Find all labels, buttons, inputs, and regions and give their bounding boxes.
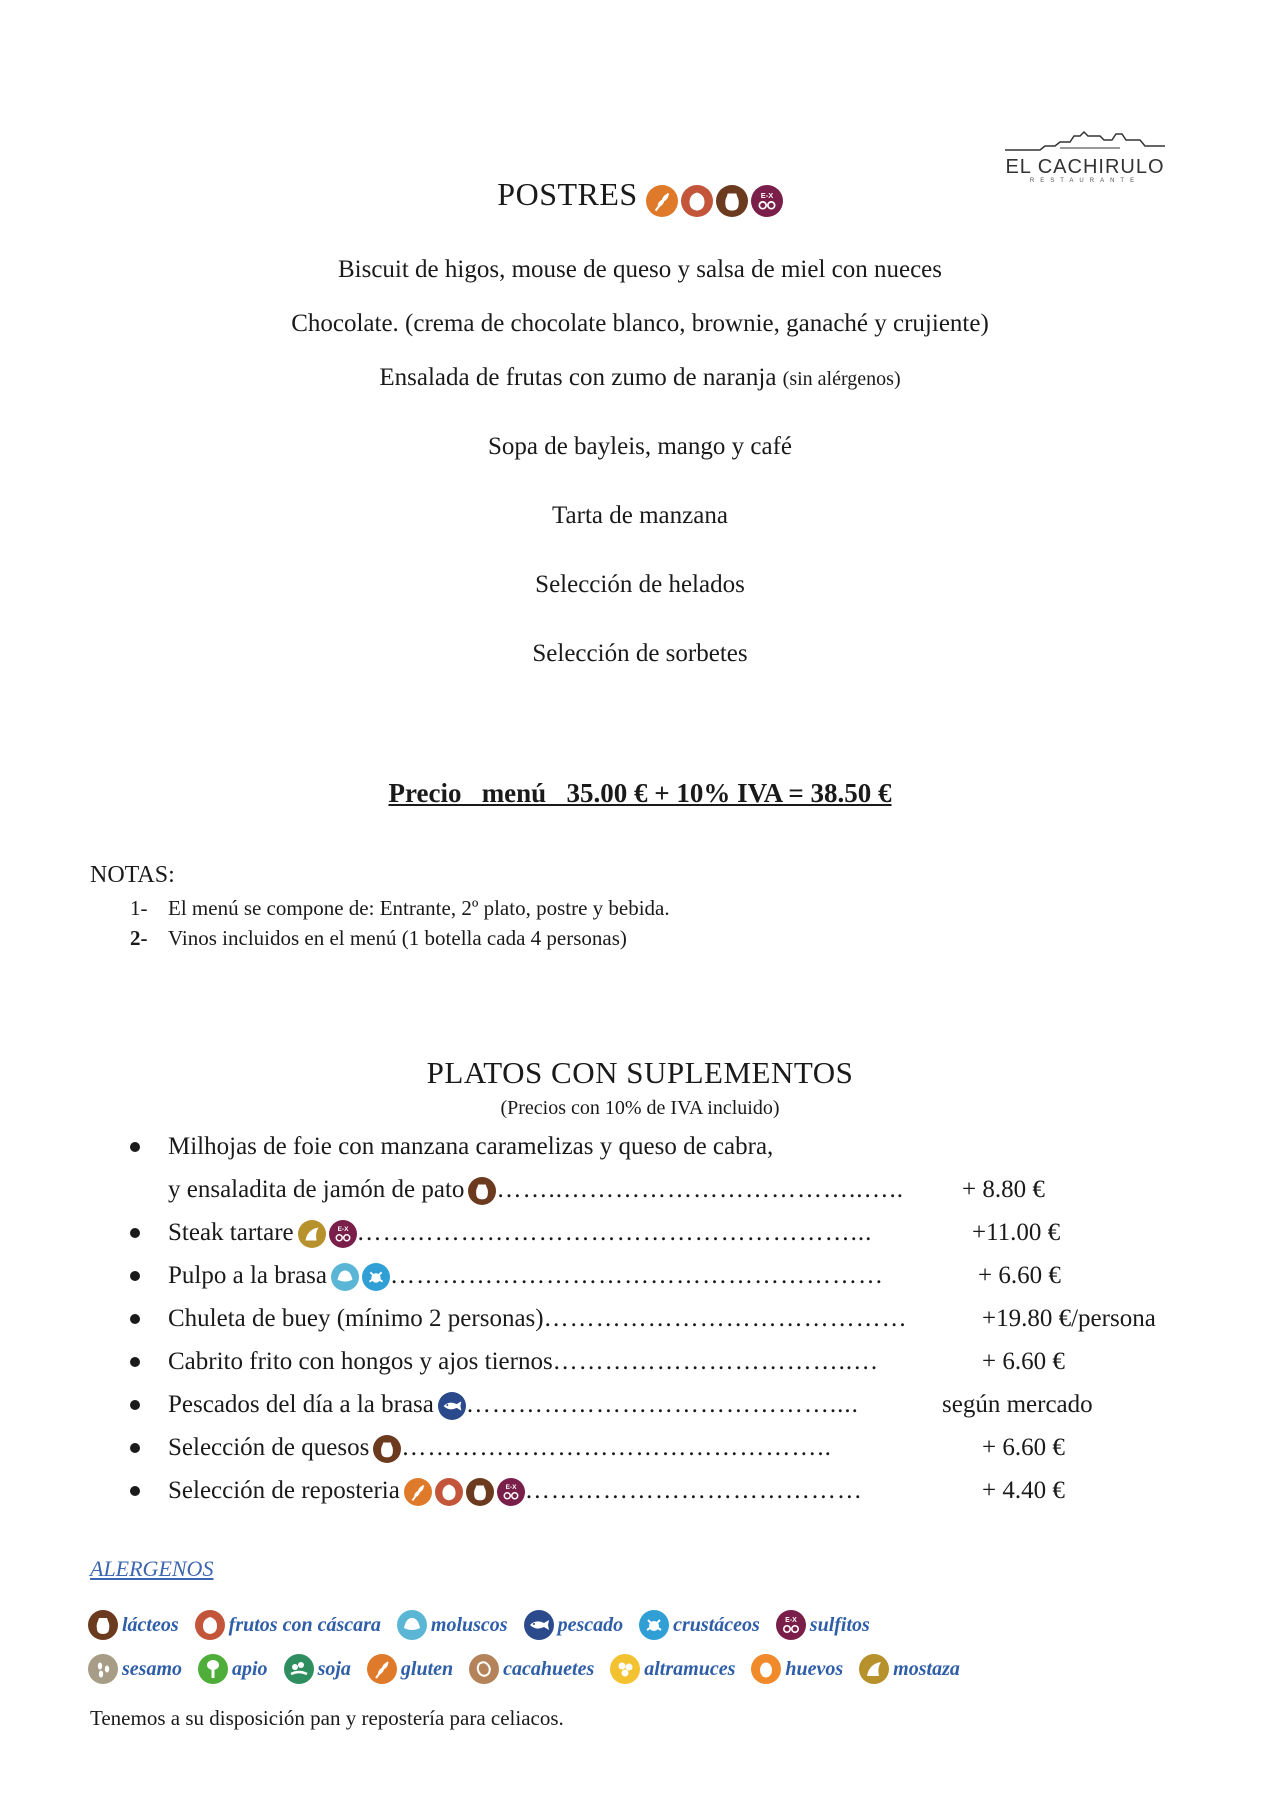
moluscos-icon xyxy=(397,1610,427,1640)
suplemento-name xyxy=(168,1168,904,1211)
alergeno-pescado xyxy=(524,1610,624,1640)
alergeno-soja xyxy=(284,1654,351,1684)
suplemento-item xyxy=(130,1297,1190,1340)
lacteos-icon xyxy=(716,185,748,217)
gluten-icon xyxy=(367,1654,397,1684)
lacteos-icon xyxy=(88,1610,118,1640)
suplemento-item xyxy=(130,1383,1190,1426)
suplemento-price: según mercado xyxy=(942,1391,1093,1418)
dot-leader: …………………………………….... xyxy=(465,1391,859,1418)
cacahuetes-icon xyxy=(469,1654,499,1684)
suplemento-name xyxy=(168,1383,859,1426)
crustaceos-icon xyxy=(639,1610,669,1640)
alergeno-label: crustáceos xyxy=(673,1613,760,1636)
suplemento-name xyxy=(168,1254,884,1297)
suplemento-name xyxy=(168,1426,832,1469)
precio-menu: Precio menú 35.00 € + 10% IVA = 38.50 € xyxy=(388,778,892,808)
suplemento-item xyxy=(130,1469,1190,1512)
svg-text:E-X: E-X xyxy=(505,1484,517,1492)
nota-number: 2- xyxy=(130,926,148,950)
alergeno-label: sulfitos xyxy=(809,1613,870,1636)
alergeno-sulfitos xyxy=(776,1610,870,1640)
alergeno-label: soja xyxy=(317,1657,351,1680)
postres-title: POSTRES xyxy=(497,176,638,212)
suplemento-name xyxy=(168,1297,908,1340)
suplemento-name: Milhojas de foie con manzana caramelizas y queso de cabra, xyxy=(168,1133,774,1160)
nota-text: El menú se compone de: Entrante, 2º plato, postre y bebida. xyxy=(168,896,670,920)
alergeno-label: pescado xyxy=(557,1613,624,1636)
alergeno-label: frutos con cáscara xyxy=(228,1613,381,1636)
suplemento-label: Selección de reposteria xyxy=(168,1477,400,1504)
postre-item: Biscuit de higos, mouse de queso y salsa de miel con nueces xyxy=(337,256,943,283)
frutos-icon xyxy=(195,1610,225,1640)
suplemento-name xyxy=(168,1211,872,1254)
dot-leader: ………………………………………………… xyxy=(389,1262,884,1289)
alergeno-label: sesamo xyxy=(122,1657,182,1680)
bullet-dot xyxy=(130,1400,140,1410)
alergeno-frutos xyxy=(195,1610,381,1640)
crustaceos-icon xyxy=(362,1263,390,1291)
dot-leader: ………………………………… xyxy=(524,1477,863,1504)
alergeno-label: gluten xyxy=(400,1657,454,1680)
suplemento-price: + 4.40 € xyxy=(982,1477,1065,1504)
logo-text: EL CACHIRULO xyxy=(1005,156,1165,178)
alergeno-lacteos xyxy=(88,1610,179,1640)
alergeno-altramuces xyxy=(610,1654,735,1684)
apio-icon xyxy=(198,1654,228,1684)
huevos-icon xyxy=(751,1654,781,1684)
dot-leader: ……………………………..… xyxy=(552,1348,880,1375)
alergeno-label: huevos xyxy=(785,1657,844,1680)
suplemento-allergen-icons xyxy=(404,1478,525,1506)
svg-text:E-X: E-X xyxy=(760,191,773,201)
sulfitos-icon xyxy=(751,185,783,217)
suplementos-list xyxy=(130,1125,1190,1512)
frutos-icon xyxy=(435,1478,463,1506)
gluten-icon xyxy=(404,1478,432,1506)
logo-subtext: RESTAURANTE xyxy=(1029,178,1141,184)
suplemento-item xyxy=(130,1426,1190,1469)
bullet-dot xyxy=(130,1314,140,1324)
notas-title: NOTAS: xyxy=(90,862,175,888)
footer-note: Tenemos a su disposición pan y repostería para celiacos. xyxy=(90,1706,564,1730)
postre-item-text: Ensalada de frutas con zumo de naranja xyxy=(379,364,777,391)
mostaza-icon xyxy=(859,1654,889,1684)
suplemento-label: Chuleta de buey (mínimo 2 personas) xyxy=(168,1305,544,1332)
alergeno-label: lácteos xyxy=(122,1613,179,1636)
suplemento-item xyxy=(130,1340,1190,1383)
alergeno-label: apio xyxy=(232,1657,268,1680)
svg-text:E-X: E-X xyxy=(337,1226,349,1234)
suplemento-name xyxy=(168,1340,879,1383)
suplemento-allergen-icons xyxy=(373,1435,401,1463)
frutos-icon xyxy=(681,185,713,217)
suplemento-price: +19.80 €/persona xyxy=(982,1305,1156,1332)
suplemento-label: Steak tartare xyxy=(168,1219,294,1246)
nota-item xyxy=(130,926,627,951)
sesamo-icon xyxy=(88,1654,118,1684)
alergeno-apio xyxy=(198,1654,268,1684)
alergeno-crustaceos xyxy=(639,1610,760,1640)
moluscos-icon xyxy=(331,1263,359,1291)
alergeno-huevos xyxy=(751,1654,843,1684)
dot-leader: ………………………………………….. xyxy=(401,1434,832,1461)
bullet-dot xyxy=(130,1357,140,1367)
suplementos-subtitle: (Precios con 10% de IVA incluido) xyxy=(500,1097,780,1119)
bullet-dot xyxy=(130,1486,140,1496)
bullet-dot xyxy=(130,1228,140,1238)
postre-item: Chocolate. (crema de chocolate blanco, brownie, ganaché y crujiente) xyxy=(291,310,989,337)
bullet-dot xyxy=(130,1271,140,1281)
suplemento-price: + 6.60 € xyxy=(982,1348,1065,1375)
svg-text:E-X: E-X xyxy=(784,1617,797,1624)
alergenos-row-1 xyxy=(88,1608,886,1642)
postre-item: Tarta de manzana xyxy=(552,502,728,529)
postre-item: Sopa de bayleis, mango y café xyxy=(487,433,793,460)
alergeno-label: moluscos xyxy=(430,1613,508,1636)
suplemento-price: + 8.80 € xyxy=(962,1176,1045,1203)
suplemento-label: Pulpo a la brasa xyxy=(168,1262,327,1289)
nota-number: 1- xyxy=(130,896,148,920)
suplemento-allergen-icons xyxy=(438,1392,466,1420)
suplemento-name xyxy=(168,1469,863,1512)
postre-item-note: (sin alérgenos) xyxy=(782,368,901,390)
suplemento-allergen-icons xyxy=(298,1220,357,1248)
bullet-dot xyxy=(130,1142,140,1152)
nota-text: Vinos incluidos en el menú (1 botella cada 4 personas) xyxy=(168,926,627,950)
lacteos-icon xyxy=(373,1435,401,1463)
suplemento-label: Selección de quesos xyxy=(168,1434,370,1461)
suplemento-item xyxy=(130,1168,1190,1211)
alergenos-row-2 xyxy=(88,1652,976,1686)
suplemento-item xyxy=(130,1254,1190,1297)
postre-item: Selección de helados xyxy=(535,571,745,598)
altramuces-icon xyxy=(610,1654,640,1684)
suplemento-item-line xyxy=(130,1125,1190,1168)
precio-menu-line xyxy=(0,778,1280,809)
dot-leader: ……..……………………………..….. xyxy=(496,1176,904,1203)
pescado-icon xyxy=(438,1392,466,1420)
suplemento-price: + 6.60 € xyxy=(982,1434,1065,1461)
alergeno-mostaza xyxy=(859,1654,960,1684)
postre-item: Selección de sorbetes xyxy=(532,640,748,667)
postres-heading xyxy=(0,176,1280,217)
sulfitos-icon xyxy=(776,1610,806,1640)
postre-item xyxy=(0,364,1280,392)
suplemento-price: +11.00 € xyxy=(972,1219,1061,1246)
sulfitos-icon xyxy=(497,1478,525,1506)
lacteos-icon xyxy=(466,1478,494,1506)
alergenos-title[interactable]: ALERGENOS xyxy=(90,1556,214,1581)
suplemento-label: Cabrito frito con hongos y ajos tiernos xyxy=(168,1348,553,1375)
mostaza-icon xyxy=(298,1220,326,1248)
alergeno-label: mostaza xyxy=(893,1657,960,1680)
alergeno-cacahuetes xyxy=(469,1654,594,1684)
suplementos-title: PLATOS CON SUPLEMENTOS xyxy=(426,1055,854,1090)
bullet-dot xyxy=(130,1443,140,1453)
alergeno-moluscos xyxy=(397,1610,508,1640)
suplemento-item xyxy=(130,1211,1190,1254)
nota-item xyxy=(130,896,670,921)
alergeno-label: altramuces xyxy=(644,1657,736,1680)
alergeno-sesamo xyxy=(88,1654,182,1684)
sulfitos-icon xyxy=(329,1220,357,1248)
suplemento-label: Pescados del día a la brasa xyxy=(168,1391,434,1418)
castle-skyline-icon xyxy=(1000,128,1170,158)
dot-leader: …………………………………… xyxy=(543,1305,908,1332)
suplemento-label: y ensaladita de jamón de pato xyxy=(168,1176,465,1203)
alergeno-label: cacahuetes xyxy=(503,1657,595,1680)
gluten-icon xyxy=(646,185,678,217)
suplemento-allergen-icons xyxy=(468,1177,496,1205)
suplemento-allergen-icons xyxy=(331,1263,390,1291)
postres-allergen-icons xyxy=(646,185,783,217)
suplemento-price: + 6.60 € xyxy=(978,1262,1061,1289)
soja-icon xyxy=(284,1654,314,1684)
pescado-icon xyxy=(524,1610,554,1640)
dot-leader: …………………………………………………... xyxy=(356,1219,873,1246)
lacteos-icon xyxy=(468,1177,496,1205)
alergeno-gluten xyxy=(367,1654,453,1684)
